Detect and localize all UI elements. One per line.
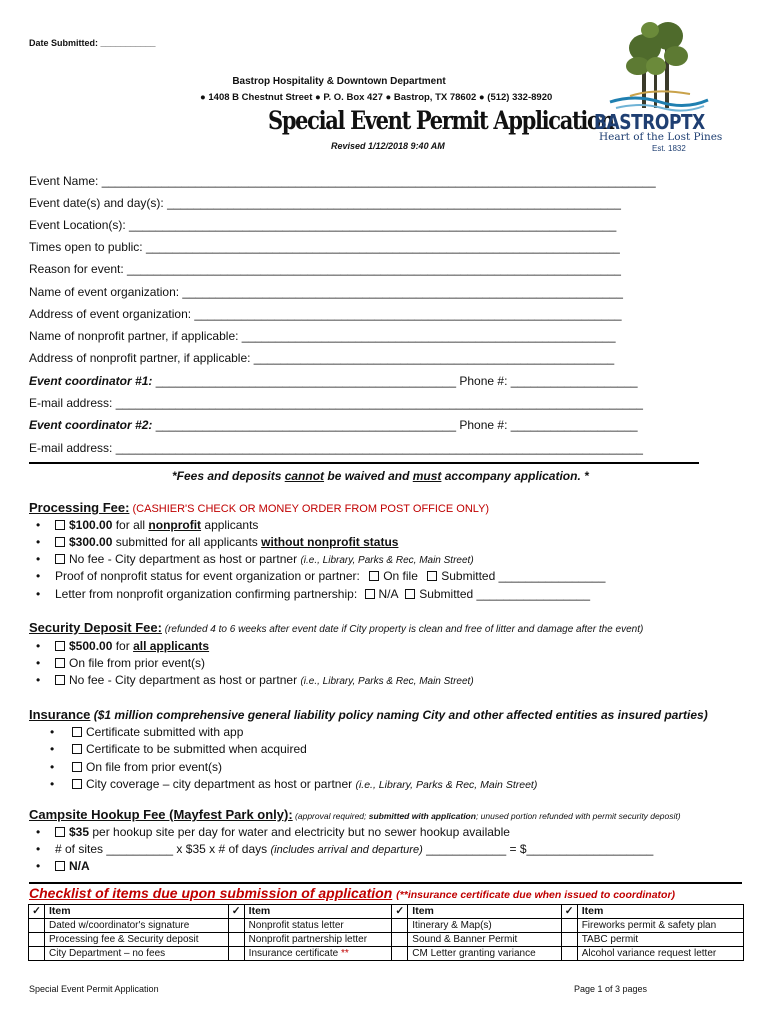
campsite-option-35[interactable]: $35 per hookup site per day for water and electricity but no sewer hookup available: [55, 825, 510, 839]
check-cell[interactable]: [392, 947, 408, 961]
logo-est: Est. 1832: [652, 144, 686, 153]
page-title: Special Event Permit Application: [268, 106, 614, 135]
checklist-item: Nonprofit partnership letter: [244, 933, 392, 947]
checkbox[interactable]: [55, 861, 65, 871]
checklist-item: Insurance certificate **: [244, 947, 392, 961]
department-address: ● 1408 B Chestnut Street ● P. O. Box 427 ● Bastrop, TX 78602 ● (512) 332-8920: [200, 92, 553, 103]
email1-field[interactable]: E-mail address: _______________________________________________________________________________: [29, 396, 643, 410]
checkbox[interactable]: [427, 571, 437, 581]
insurance-option-on-file[interactable]: On file from prior event(s): [72, 760, 222, 774]
event-location-field[interactable]: Event Location(s): _________________________________________________________________________: [29, 218, 617, 232]
coordinator2-row[interactable]: [29, 418, 638, 432]
check-cell[interactable]: [29, 947, 45, 961]
checklist-item: Dated w/coordinator's signature: [45, 919, 229, 933]
event-dates-field[interactable]: Event date(s) and day(s): ____________________________________________________________________: [29, 196, 621, 210]
campsite-calculation[interactable]: # of sites __________ x $35 x # of days (includes arrival and departure) ____________ = $___________________: [55, 842, 654, 856]
revised-date: Revised 1/12/2018 9:40 AM: [331, 141, 445, 151]
email2-field[interactable]: E-mail address: _______________________________________________________________________________: [29, 441, 643, 455]
security-deposit-heading: Security Deposit Fee: (refunded 4 to 6 weeks after event date if City property is clean and free of litter and damage after the event): [29, 620, 644, 635]
divider: [29, 462, 699, 464]
bullet: •: [36, 569, 41, 583]
checkbox[interactable]: [55, 675, 65, 685]
checklist-divider: [29, 882, 742, 884]
check-cell[interactable]: [561, 919, 577, 933]
logo-tagline: Heart of the Lost Pines: [599, 131, 723, 143]
nonprofit-address-field[interactable]: Address of nonprofit partner, if applicable: ______________________________________________________: [29, 351, 615, 365]
bullet: •: [50, 742, 55, 756]
proof-nonprofit-row[interactable]: Proof of nonprofit status for event organization or partner: On file Submitted ________________: [55, 569, 606, 583]
processing-fee-heading: Processing Fee: (CASHIER'S CHECK OR MONEY ORDER FROM POST OFFICE ONLY): [29, 500, 490, 515]
fees-note: *Fees and deposits cannot be waived and must accompany application. *: [172, 469, 589, 483]
page-number: Page 1 of 3 pages: [574, 984, 648, 994]
checklist-item: Sound & Banner Permit: [408, 933, 561, 947]
checkbox[interactable]: [55, 658, 65, 668]
column-header: Item: [244, 905, 392, 919]
checkbox[interactable]: [72, 727, 82, 737]
insurance-mark: **: [338, 948, 349, 959]
check-cell[interactable]: [228, 947, 244, 961]
bullet: •: [36, 673, 41, 687]
checklist-item: Fireworks permit & safety plan: [577, 919, 743, 933]
check-icon: ✓: [228, 905, 244, 919]
checklist-header-row: [29, 905, 744, 919]
checkbox[interactable]: [369, 571, 379, 581]
coordinator1-line[interactable]: _____________________________________________: [152, 374, 460, 388]
check-cell[interactable]: [392, 933, 408, 947]
bullet: •: [50, 760, 55, 774]
checklist-item: Itinerary & Map(s): [408, 919, 561, 933]
checklist-item: CM Letter granting variance: [408, 947, 561, 961]
checklist-heading: Checklist of items due upon submission of application (**insurance certificate due when issued to coordinator): [29, 885, 676, 901]
nonprofit-partner-field[interactable]: Name of nonprofit partner, if applicable: ________________________________________________________: [29, 329, 616, 343]
checklist-item: Alcohol variance request letter: [577, 947, 743, 961]
bullet: •: [36, 587, 41, 601]
bullet: •: [36, 842, 41, 856]
check-cell[interactable]: [561, 933, 577, 947]
coordinator1-label: Event coordinator #1:: [29, 374, 153, 388]
check-cell[interactable]: [228, 933, 244, 947]
bullet: •: [36, 552, 41, 566]
letter-nonprofit-row[interactable]: Letter from nonprofit organization confirming partnership: N/A Submitted _________________: [55, 587, 591, 601]
checkbox[interactable]: [72, 779, 82, 789]
bullet: •: [36, 535, 41, 549]
times-open-field[interactable]: Times open to public: _______________________________________________________________________: [29, 240, 620, 254]
org-name-field[interactable]: Name of event organization: __________________________________________________________________: [29, 285, 623, 299]
logo-name: BASTROPTX: [594, 110, 705, 134]
processing-option-without-nonprofit[interactable]: $300.00 submitted for all applicants without nonprofit status: [55, 535, 398, 549]
check-icon: ✓: [392, 905, 408, 919]
campsite-heading: Campsite Hookup Fee (Mayfest Park only): (approval required; submitted with application; unused portion refunded with permit security deposit): [29, 807, 681, 822]
coordinator1-phone[interactable]: Phone #: ___________________: [459, 374, 638, 388]
check-icon: ✓: [561, 905, 577, 919]
insurance-option-to-be-submitted[interactable]: Certificate to be submitted when acquired: [72, 742, 307, 756]
bullet: •: [36, 518, 41, 532]
checklist-item: City Department – no fees: [45, 947, 229, 961]
checkbox[interactable]: [55, 520, 65, 530]
checkbox[interactable]: [72, 762, 82, 772]
checklist-item: Nonprofit status letter: [244, 919, 392, 933]
checkbox[interactable]: [55, 641, 65, 651]
bullet: •: [36, 656, 41, 670]
checklist-item: TABC permit: [577, 933, 743, 947]
checkbox[interactable]: [365, 589, 375, 599]
check-cell[interactable]: [29, 933, 45, 947]
event-name-field[interactable]: Event Name: ___________________________________________________________________________________: [29, 174, 656, 188]
check-cell[interactable]: [561, 947, 577, 961]
bullet: •: [50, 725, 55, 739]
security-option-no-fee[interactable]: No fee - City department as host or partner (i.e., Library, Parks & Rec, Main Street): [55, 673, 474, 687]
bullet: •: [36, 825, 41, 839]
campsite-option-na[interactable]: N/A: [55, 859, 90, 873]
coordinator1-row[interactable]: [29, 374, 638, 388]
bullet: •: [50, 777, 55, 791]
checkbox[interactable]: [55, 554, 65, 564]
bullet: •: [36, 859, 41, 873]
bastrop-logo: [590, 18, 723, 158]
reason-field[interactable]: Reason for event: __________________________________________________________________________: [29, 262, 621, 276]
security-option-500[interactable]: $500.00 for all applicants: [55, 639, 209, 653]
checklist-table: [28, 904, 744, 961]
checklist-row: [29, 933, 744, 947]
checklist-item: Processing fee & Security deposit: [45, 933, 229, 947]
insurance-option-submitted[interactable]: Certificate submitted with app: [72, 725, 243, 739]
checkbox[interactable]: [55, 827, 65, 837]
check-cell[interactable]: [392, 919, 408, 933]
checklist-row: [29, 947, 744, 961]
footer-title: Special Event Permit Application: [29, 984, 159, 994]
processing-option-nonprofit[interactable]: $100.00 for all nonprofit applicants: [55, 518, 258, 532]
date-submitted[interactable]: Date Submitted: ___________: [29, 38, 156, 48]
checkbox[interactable]: [55, 537, 65, 547]
column-header: Item: [577, 905, 743, 919]
column-header: Item: [408, 905, 561, 919]
insurance-heading: Insurance ($1 million comprehensive general liability policy naming City and other affected entities as insured parties): [29, 707, 708, 722]
bullet: •: [36, 639, 41, 653]
check-icon: ✓: [29, 905, 45, 919]
checkbox[interactable]: [72, 744, 82, 754]
processing-option-no-fee[interactable]: No fee - City department as host or partner (i.e., Library, Parks & Rec, Main Street): [55, 552, 474, 566]
coordinator2-line[interactable]: _____________________________________________: [152, 418, 460, 432]
coordinator2-phone[interactable]: Phone #: ___________________: [459, 418, 638, 432]
column-header: Item: [45, 905, 229, 919]
department-name: Bastrop Hospitality & Downtown Department: [232, 76, 446, 87]
checkbox[interactable]: [405, 589, 415, 599]
checklist-row: [29, 919, 744, 933]
coordinator2-label: Event coordinator #2:: [29, 418, 153, 432]
insurance-option-city[interactable]: City coverage – city department as host or partner (i.e., Library, Parks & Rec, Main Street): [72, 777, 537, 791]
check-cell[interactable]: [29, 919, 45, 933]
org-address-field[interactable]: Address of event organization: ________________________________________________________________: [29, 307, 622, 321]
check-cell[interactable]: [228, 919, 244, 933]
security-option-on-file[interactable]: On file from prior event(s): [55, 656, 205, 670]
